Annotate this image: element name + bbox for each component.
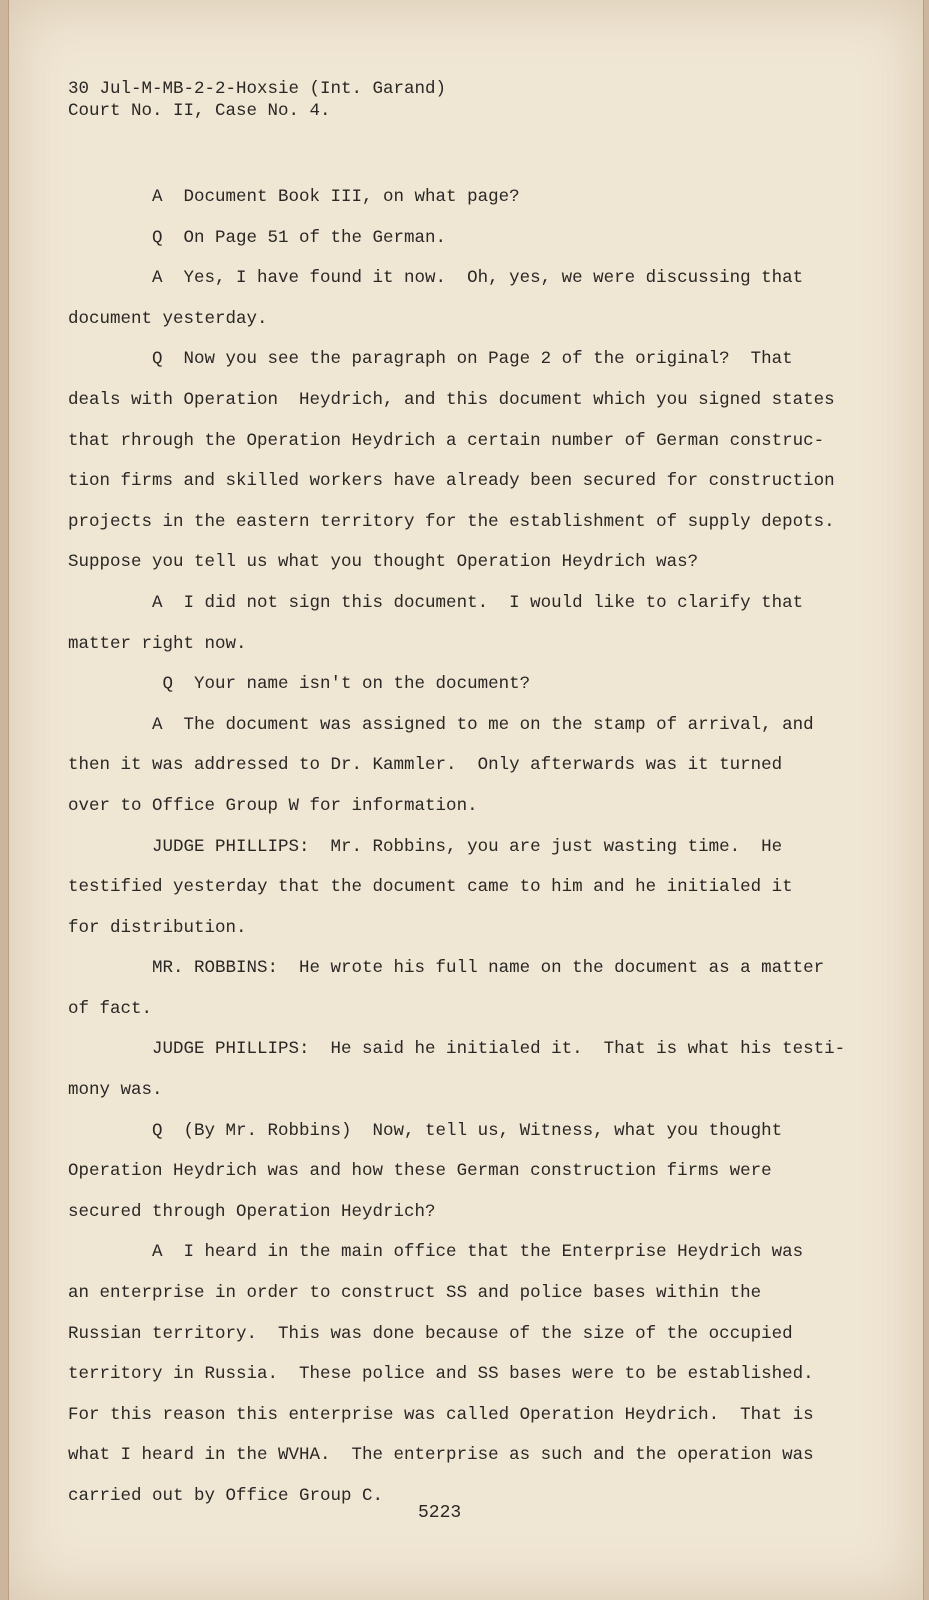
transcript-line: A Document Book III, on what page? bbox=[68, 187, 520, 207]
transcript-body bbox=[68, 177, 846, 1517]
transcript-line: A The document was assigned to me on the stamp of arrival, and bbox=[68, 714, 814, 735]
transcript-line: that rhrough the Operation Heydrich a certain number of German construc- bbox=[68, 430, 825, 451]
document-page bbox=[8, 0, 924, 1600]
transcript-line: JUDGE PHILLIPS: He said he initialed it. That is what his testi- bbox=[68, 1039, 846, 1060]
transcript-line: territory in Russia. These police and SS bases were to be established. bbox=[68, 1364, 814, 1385]
transcript-line: For this reason this enterprise was called Operation Heydrich. That is bbox=[68, 1404, 814, 1425]
transcript-line: secured through Operation Heydrich? bbox=[68, 1201, 436, 1222]
transcript-line: tion firms and skilled workers have already been secured for construction bbox=[68, 471, 835, 492]
transcript-line: carried out by Office Group C. bbox=[68, 1486, 384, 1506]
transcript-line: Operation Heydrich was and how these German construction firms were bbox=[68, 1161, 772, 1182]
transcript-line: Q On Page 51 of the German. bbox=[68, 227, 447, 248]
transcript-line: JUDGE PHILLIPS: Mr. Robbins, you are just wasting time. He bbox=[68, 836, 783, 857]
transcript-line: Russian territory. This was done because of the size of the occupied bbox=[68, 1323, 793, 1344]
transcript-line: of fact. bbox=[68, 998, 153, 1019]
transcript-line: matter right now. bbox=[68, 633, 247, 654]
transcript-line: for distribution. bbox=[68, 917, 247, 938]
transcript-line: A I heard in the main office that the Enterprise Heydrich was bbox=[68, 1242, 804, 1263]
page-number: 5223 bbox=[418, 1503, 462, 1523]
header-line-session: 30 Jul-M-MB-2-2-Hoxsie (Int. Garand) bbox=[68, 79, 447, 99]
header-line-court-case: Court No. II, Case No. 4. bbox=[68, 101, 331, 121]
transcript-line: over to Office Group W for information. bbox=[68, 795, 478, 816]
transcript-line: mony was. bbox=[68, 1080, 163, 1101]
transcript-line: deals with Operation Heydrich, and this document which you signed states bbox=[68, 389, 835, 410]
transcript-line: Suppose you tell us what you thought Operation Heydrich was? bbox=[68, 552, 699, 573]
transcript-line: testified yesterday that the document came to him and he initialed it bbox=[68, 877, 793, 898]
transcript-line: Q Now you see the paragraph on Page 2 of the original? That bbox=[68, 349, 793, 370]
transcript-line: document yesterday. bbox=[68, 308, 268, 329]
transcript-line: what I heard in the WVHA. The enterprise as such and the operation was bbox=[68, 1445, 814, 1466]
transcript-line: then it was addressed to Dr. Kammler. Only afterwards was it turned bbox=[68, 755, 783, 776]
transcript-line: Q (By Mr. Robbins) Now, tell us, Witness, what you thought bbox=[68, 1120, 783, 1141]
transcript-line: projects in the eastern territory for the establishment of supply depots. bbox=[68, 511, 835, 532]
transcript-header bbox=[68, 78, 446, 122]
transcript-line: Q Your name isn't on the document? bbox=[68, 674, 531, 695]
transcript-line: an enterprise in order to construct SS and police bases within the bbox=[68, 1283, 762, 1304]
transcript-line: A Yes, I have found it now. Oh, yes, we were discussing that bbox=[68, 268, 804, 289]
transcript-line: MR. ROBBINS: He wrote his full name on the document as a matter bbox=[68, 958, 825, 979]
transcript-line: A I did not sign this document. I would like to clarify that bbox=[68, 592, 804, 613]
